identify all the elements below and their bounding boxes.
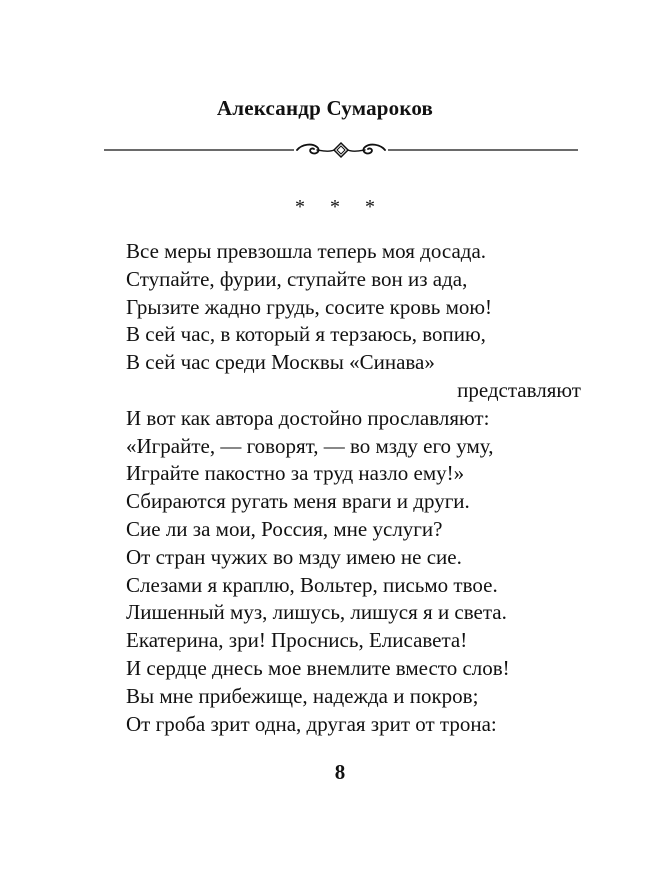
- poem-text: [126, 238, 581, 738]
- poem-line: Сбираются ругать меня враги и други.: [126, 489, 470, 514]
- poem-line: Ступайте, фурии, ступайте вон из ада,: [126, 266, 468, 291]
- poem-line: От гроба зрит одна, другая зрит от трона:: [126, 711, 497, 736]
- poem-line: И вот как автора достойно прославляют:: [126, 405, 490, 430]
- poem-line: И сердце днесь мое внемлите вместо слов!: [126, 655, 510, 680]
- poem-line: Грызите жадно грудь, сосите кровь мою!: [126, 294, 493, 319]
- poem-line: «Играйте, — говорят, — во мзду его уму,: [126, 433, 494, 458]
- poem-line: Екатерина, зри! Проснись, Елисавета!: [126, 628, 468, 653]
- page-number: 8: [334, 760, 346, 784]
- poem-line: От стран чужих во мзду имею не сие.: [126, 544, 462, 569]
- poem-line: Слезами я краплю, Вольтер, письмо твое.: [126, 572, 498, 597]
- poem-line: В сей час среди Москвы «Синава»: [126, 350, 435, 375]
- poem-line: Лишенный муз, лишусь, лишуся я и света.: [126, 600, 507, 625]
- scroll-divider-icon: [104, 138, 578, 162]
- poem-line-continuation: представляют: [457, 377, 581, 402]
- poem-line: Играйте пакостно за труд назло ему!»: [126, 461, 465, 486]
- poem-line: Сие ли за мои, Россия, мне услуги?: [126, 516, 443, 541]
- poem-line: Все меры превзошла теперь моя досада.: [126, 239, 487, 263]
- poem-line: Вы мне прибежище, надежда и покров;: [126, 683, 479, 708]
- poem-line: В сей час, в который я терзаюсь, вопию,: [126, 322, 486, 347]
- section-marker: * * *: [295, 196, 385, 218]
- author-heading: Александр Сумароков: [216, 96, 434, 120]
